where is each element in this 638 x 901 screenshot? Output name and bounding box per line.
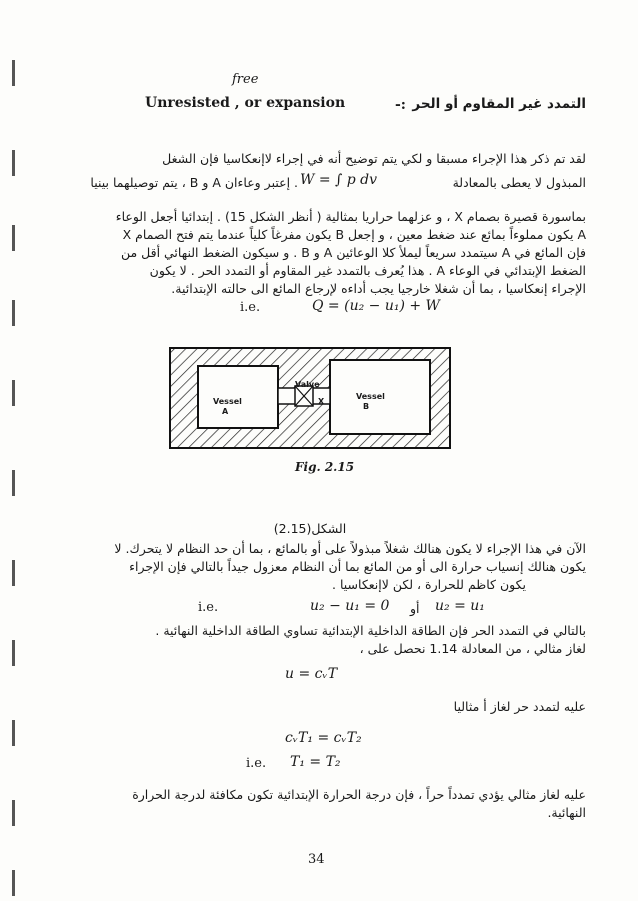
valve-label: Valve <box>295 380 320 389</box>
paragraph-line: . إعتبر وعاءان A و B ، يتم توصيلهما بينيا <box>90 175 298 190</box>
handwritten-note: free <box>232 72 259 87</box>
heading-separator: -: <box>395 97 406 113</box>
temperature-equality: T₁ = T₂ <box>290 754 341 770</box>
edge-mark <box>12 560 15 586</box>
temperature-energy-equation: cᵥT₁ = cᵥT₂ <box>285 730 362 746</box>
edge-mark <box>12 640 15 666</box>
figure-caption: Fig. 2.15 <box>295 460 355 474</box>
edge-mark <box>12 870 15 896</box>
paragraph-line: لقد تم ذكر هذا الإجراء مسبقا و لكي يتم توضيح أنه في إجراء لاإنعكاسيا فإن الشغل <box>162 151 586 166</box>
paragraph-line: A يكون مملوءاً بمائع عند ضغط معين ، و إجعل B يكون مفرغاً كلياً عندما يتم فتح الصمام X <box>122 227 586 242</box>
paragraph-line: يكون كاظم للحرارة ، لكن لاإنعكاسيا . <box>332 577 526 592</box>
vessel-a-letter: A <box>222 407 229 416</box>
ie-label: i.e. <box>246 756 267 771</box>
paragraph-line: يكون هنالك إنسياب حرارة الى أو من المائع بما أن النظام معزول جيداً بالتالي فإن الإجراء <box>129 559 586 574</box>
energy-equality-alt: u₂ = u₁ <box>435 598 485 614</box>
paragraph <box>46 622 586 658</box>
heading-english: Unresisted , or expansion <box>145 95 346 111</box>
energy-equality: u₂ − u₁ = 0 <box>310 598 390 614</box>
paragraph <box>46 208 586 298</box>
paragraph-line: لغاز مثالي ، من المعادلة 1.14 نحصل على ، <box>359 641 586 656</box>
edge-mark <box>12 300 15 326</box>
ie-label: i.e. <box>198 600 219 615</box>
paragraph-line: الضغط الإبتدائي في الوعاء A . هذا يُعرف بالتمدد غير المقاوم أو التمدد الحر . لا يكون <box>149 263 586 278</box>
heading-arabic: التمدد غير المقاوم أو الحر <box>412 96 586 112</box>
edge-mark <box>12 150 15 176</box>
paragraph-line: عليه لغاز مثالي يؤدي تمدداً حراً ، فإن درجة الحرارة الإبتدائية تكون مكافئة لدرجة الحرارة <box>132 787 586 802</box>
edge-mark <box>12 60 15 86</box>
or-word: أو <box>410 601 420 616</box>
edge-mark <box>12 720 15 746</box>
paragraph-line: النهائية. <box>547 805 586 820</box>
valve-letter: X <box>318 397 325 406</box>
paragraph <box>46 786 586 822</box>
vessel-b-label: Vessel <box>356 392 385 401</box>
work-formula: W = ∫ p dv <box>300 172 378 188</box>
figure-reference: الشكل(2.15) <box>273 521 347 536</box>
internal-energy-equation: u = cᵥT <box>285 666 338 682</box>
paragraph <box>46 540 586 594</box>
paragraph-line: بماسورة قصيرة بصمام X ، و عزلهما حراريا بمثالية ( أنظر الشكل 15) . إبتدائيا أجعل الوعاء <box>115 209 586 224</box>
edge-mark <box>12 225 15 251</box>
paragraph-line: المبذول لا يعطى بالمعادلة <box>452 175 586 190</box>
vessel-a-label: Vessel <box>213 397 242 406</box>
energy-equation: Q = (u₂ − u₁) + W <box>312 298 440 314</box>
valve-icon <box>295 386 313 406</box>
page-number: 34 <box>308 852 325 867</box>
edge-mark <box>12 470 15 496</box>
paragraph-line: بالتالي في التمدد الحر فإن الطاقة الداخلية الإبتدائية تساوي الطاقة الداخلية النهائية . <box>155 623 586 638</box>
paragraph-line: الآن في هذا الإجراء لا يكون هنالك شغلاً مبذولاً على أو بالمائع ، بما أن حد النظام لا يتحرك. لا <box>114 541 586 556</box>
ie-label: i.e. <box>240 300 261 315</box>
edge-mark <box>12 800 15 826</box>
paragraph-line: الإجراء إنعكاسيا ، بما أن شغلا خارجيا يجب أداءه لإرجاع المائع الى حالته الإبتدائية. <box>171 281 586 296</box>
edge-mark <box>12 380 15 406</box>
vessel-diagram <box>160 340 460 460</box>
paragraph-line: فإن المائع في A سيتمدد سريعاً ليملأ كلا الوعائين A و B . و سيكون الضغط النهائي أقل من <box>120 245 586 260</box>
vessel-b-letter: B <box>363 402 370 411</box>
paragraph-line: عليه لتمدد حر لغاز أ مثاليا <box>453 699 586 714</box>
